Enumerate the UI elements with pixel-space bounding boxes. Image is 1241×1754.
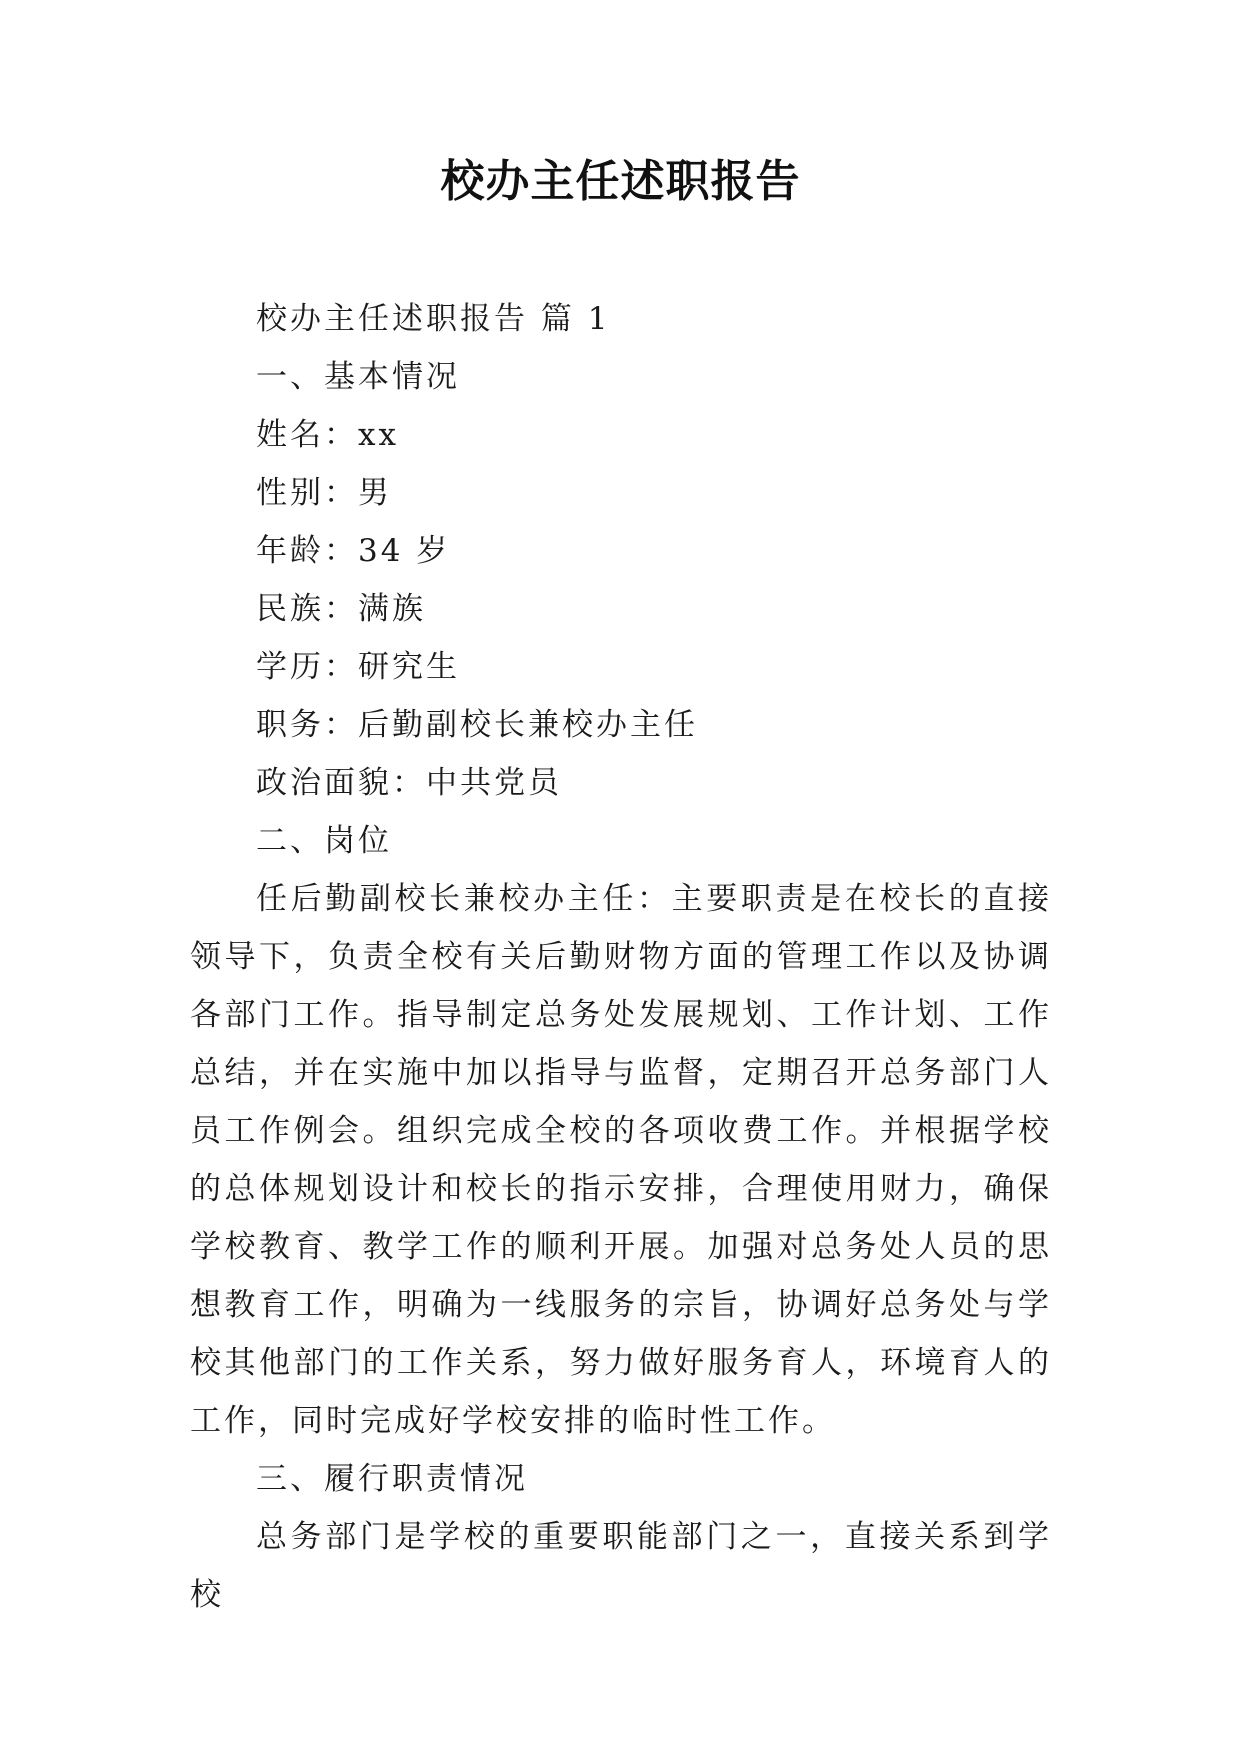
field-position: 职务：后勤副校长兼校办主任: [256, 707, 698, 743]
document-body: [190, 290, 1052, 1624]
section-heading-duties: 三、履行职责情况: [256, 1461, 528, 1497]
field-political-status: 政治面貌：中共党员: [256, 765, 562, 801]
duties-paragraph: 总务部门是学校的重要职能部门之一，直接关系到学校: [190, 1519, 1052, 1613]
section-heading-basic-info: 一、基本情况: [256, 359, 460, 395]
field-ethnicity: 民族：满族: [256, 591, 426, 627]
document-title: 校办主任述职报告: [440, 156, 801, 207]
field-name: 姓名：xx: [256, 417, 399, 453]
section-heading-post: 二、岗位: [256, 823, 392, 859]
field-gender: 性别：男: [256, 475, 392, 511]
post-duties-paragraph: 任后勤副校长兼校办主任：主要职责是在校长的直接领导下，负责全校有关后勤财物方面的管理工作以及协调各部门工作。指导制定总务处发展规划、工作计划、工作总结，并在实施中加以指导与监督，定期召开总务部门人员工作例会。组织完成全校的各项收费工作。并根据学校的总体规划设计和校长的指示安排，合理使用财力，确保学校教育、教学工作的顺利开展。加强对总务处人员的思想教育工作，明确为一线服务的宗旨，协调好总务处与学校其他部门的工作关系，努力做好服务育人，环境育人的工作，同时完成好学校安排的临时性工作。: [190, 881, 1052, 1439]
field-age: 年龄：34 岁: [256, 533, 451, 569]
report-subtitle: 校办主任述职报告 篇 1: [256, 301, 611, 337]
field-education: 学历：研究生: [256, 649, 460, 685]
